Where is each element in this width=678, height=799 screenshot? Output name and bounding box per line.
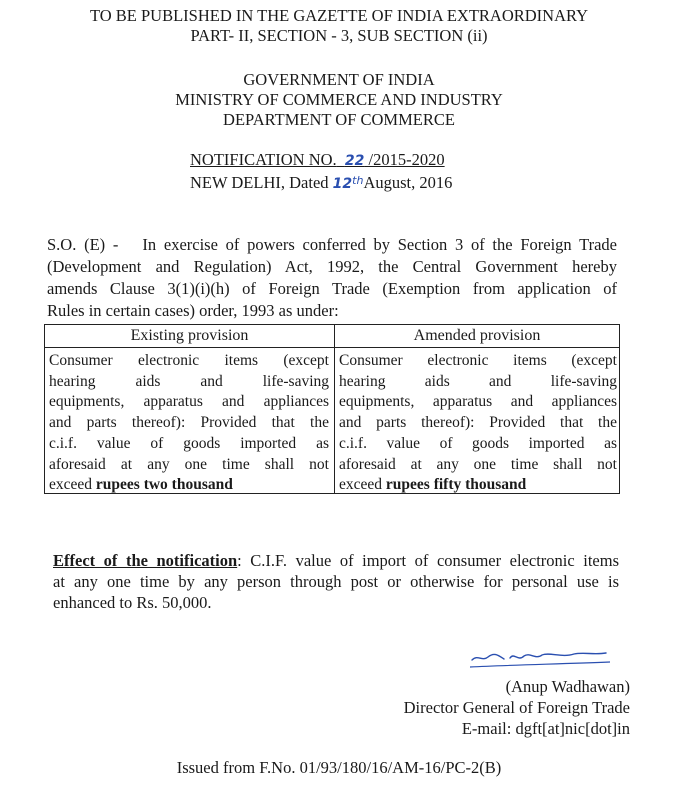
amended-row: equipments, apparatus and appliances [339, 393, 617, 411]
provision-table [44, 324, 620, 494]
dated-suffix: August, 2016 [363, 173, 453, 192]
effect-row-1: Effect of the notification: C.I.F. value of import of consumer electronic items [53, 551, 619, 570]
government-line-2: MINISTRY OF COMMERCE AND INDUSTRY [175, 90, 503, 109]
amended-amount: rupees fifty thousand [385, 476, 527, 494]
dated-prefix: NEW DELHI, Dated [190, 173, 329, 192]
government-header [0, 70, 678, 130]
effect-paragraph [53, 550, 619, 613]
notification-number: 22 [344, 153, 365, 169]
date-day: 12 [332, 176, 353, 192]
preamble-row-4: Rules in certain cases) order, 1993 as under: [47, 301, 339, 320]
notification-suffix: /2015-2020 [368, 150, 445, 169]
existing-row-last: exceed rupees two thousand [49, 476, 233, 494]
amended-row-last: exceed rupees fifty thousand [339, 476, 527, 494]
signatory-designation: Director General of Foreign Trade [403, 698, 630, 717]
amended-row: Consumer electronic items (except [339, 352, 617, 369]
existing-row: equipments, apparatus and appliances [49, 393, 329, 411]
notification-block [190, 150, 452, 194]
existing-row: and parts thereof): Provided that the [49, 414, 329, 432]
preamble-row-3: amends Clause 3(1)(i)(h) of Foreign Trade (Exemption from application of [47, 279, 617, 298]
existing-row: hearing aids and life-saving [49, 372, 329, 390]
effect-row-3: enhanced to Rs. 50,000. [53, 593, 212, 612]
cell-amended-provision [339, 351, 617, 496]
notification-number-line [190, 150, 452, 171]
existing-amount: rupees two thousand [95, 476, 233, 494]
header-existing-provision: Existing provision [130, 327, 249, 344]
amended-row: hearing aids and life-saving [339, 372, 617, 390]
gazette-line-1: TO BE PUBLISHED IN THE GAZETTE OF INDIA EXTRAORDINARY [89, 6, 589, 25]
notification-date-line [190, 171, 452, 194]
header-amended-provision: Amended provision [413, 327, 541, 344]
table-column-divider [334, 325, 335, 493]
government-line-1: GOVERNMENT OF INDIA [243, 70, 435, 89]
notification-prefix: NOTIFICATION NO. [190, 150, 337, 169]
existing-row: Consumer electronic items (except [49, 352, 329, 369]
existing-row: c.i.f. value of goods imported as [49, 434, 329, 452]
issued-from-footer: Issued from F.No. 01/93/180/16/AM-16/PC-2(B) [176, 758, 502, 777]
amended-row: and parts thereof): Provided that the [339, 414, 617, 432]
gazette-line-2: PART- II, SECTION - 3, SUB SECTION (ii) [190, 26, 488, 45]
cell-existing-provision [49, 351, 329, 496]
preamble-row-1: S.O. (E) - In exercise of powers conferred by Section 3 of the Foreign Trade [47, 235, 617, 254]
signatory-email: E-mail: dgft[at]nic[dot]in [461, 719, 630, 738]
amended-row: c.i.f. value of goods imported as [339, 434, 617, 452]
handwritten-signature [470, 646, 610, 668]
date-day-suffix: th [352, 174, 364, 187]
gazette-header [0, 6, 678, 46]
existing-row: aforesaid at any one time shall not [49, 455, 329, 473]
government-line-3: DEPARTMENT OF COMMERCE [223, 110, 455, 129]
preamble-row-2: (Development and Regulation) Act, 1992, the Central Government hereby [47, 257, 617, 276]
so-label: S.O. (E) - [47, 235, 119, 254]
effect-label: Effect of the notification [53, 551, 238, 570]
signatory-name: (Anup Wadhawan) [505, 677, 630, 696]
effect-row-2: at any one time by any person through post or otherwise for personal use is [53, 572, 619, 591]
signatory-block [404, 676, 630, 739]
table-header-divider [45, 347, 619, 348]
preamble-paragraph [47, 234, 617, 322]
amended-row: aforesaid at any one time shall not [339, 455, 617, 473]
